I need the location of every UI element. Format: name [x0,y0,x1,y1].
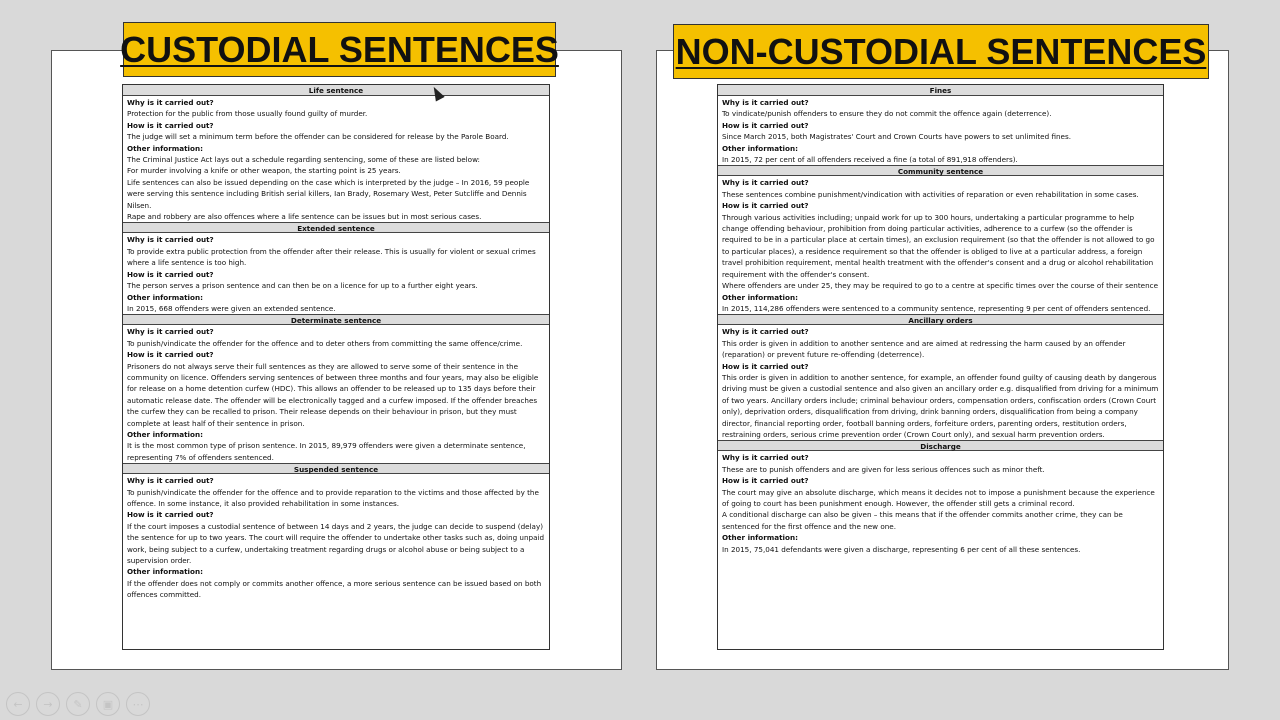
slideshow-toolbar [6,692,150,716]
section-question: Why is it carried out? [722,453,809,463]
section-text: Protection for the public from those usually found guilty of murder. [127,109,368,119]
section-text: This order is given in addition to another sentence and are aimed at redressing the harm caused by an offender (reparation) or prevent future re-offending (deterrence). [722,338,1126,360]
section-question: How is it carried out? [127,350,214,360]
section-question: How is it carried out? [127,510,214,520]
section-text: In 2015, 75,041 defendants were given a discharge, representing 6 per cent of all these sentences. [722,544,1081,554]
section-text: These sentences combine punishment/vindication with activities of reparation or even rehabilitation in some cases. [722,189,1139,199]
section-question: Other information: [127,292,203,302]
section-text: These are to punish offenders and are given for less serious offences such as minor theft. [722,464,1045,474]
section-body-suspended-sentence [123,474,549,600]
section-question: How is it carried out? [722,201,809,211]
non-custodial-sentences-table [717,84,1164,650]
section-question: Why is it carried out? [722,98,809,107]
section-text: Since March 2015, both Magistrates' Court and Crown Courts have powers to set unlimited fines. [722,132,1071,142]
section-text: Where offenders are under 25, they may be required to go to a centre at specific times over the course of their sentence [722,281,1159,291]
section-text: The Criminal Justice Act lays out a schedule regarding sentencing, some of these are listed below: [127,155,480,165]
section-text: If the court imposes a custodial sentence of between 14 days and 2 years, the judge can decide to suspend (delay) the sentence for up to two years. The court will require the offender to undertake other tasks such as, doing unpaid work, being subject to a curfew, undertaking treatment regarding drugs or alcohol abuse or being subject to a supervision order. [127,521,545,566]
section-question: How is it carried out? [127,269,214,279]
section-body-community-sentence [718,176,1163,314]
section-text: To provide extra public protection from the offender after their release. This is usually for violent or sexual crimes where a life sentence is too high. [127,246,536,268]
section-heading-determinate-sentence: Determinate sentence [123,314,549,325]
section-question: Other information: [127,429,203,439]
section-question: Why is it carried out? [127,327,214,337]
section-text: To vindicate/punish offenders to ensure they do not commit the offence again (deterrence). [722,109,1052,119]
section-heading-extended-sentence: Extended sentence [123,222,549,233]
section-heading-life-sentence: Life sentence [123,85,549,96]
section-text: In 2015, 114,286 offenders were sentenced to a community sentence, representing 9 per cent of offenders sentenced. [722,303,1151,313]
section-question: Other information: [127,567,203,577]
section-body-discharge [718,451,1163,555]
section-text: A conditional discharge can also be given – this means that if the offender commits another crime, they can be sentenced for the first offence and the new one. [722,510,1123,531]
section-question: Why is it carried out? [722,327,809,337]
section-text: For murder involving a knife or other weapon, the starting point is 25 years. [127,166,401,176]
section-question: How is it carried out? [722,120,809,130]
arrow-right-icon[interactable]: → [36,692,60,716]
section-text: To punish/vindicate the offender for the offence and to deter others from committing the same offence/crime. [127,338,523,348]
section-text: Through various activities including; unpaid work for up to 300 hours, undertaking a particular programme to help change offending behaviour, prohibition from doing particular activities, adherence to a curfew (so the offender is required to be in a particular place at certain times), an exclusion requirement (so that the offender is not allowed to go to particular places), a residence requirement so that the offender is obliged to live at a particular address, a foreign travel prohibition requirement, mental health treatment with the offender's consent and a drug or alcohol rehabilitation requirement with the offender's consent. [722,212,1155,279]
section-question: Why is it carried out? [127,98,214,107]
section-question: How is it carried out? [722,361,809,371]
section-question: Other information: [127,143,203,153]
section-text: The judge will set a minimum term before the offender can be considered for release by the Parole Board. [127,132,509,142]
section-heading-suspended-sentence: Suspended sentence [123,463,549,474]
section-heading-ancillary-orders: Ancillary orders [718,314,1163,325]
pen-icon[interactable]: ✎ [66,692,90,716]
section-question: Why is it carried out? [127,476,214,486]
section-question: Other information: [722,292,798,302]
section-question: How is it carried out? [722,476,809,486]
custodial-sentences-table [122,84,550,650]
section-body-fines [718,96,1163,165]
slides-icon[interactable]: ▣ [96,692,120,716]
section-text: The court may give an absolute discharge, which means it decides not to impose a punishment because the experience of going to court has been punishment enough. However, the offender still gets a criminal record. [722,487,1155,508]
section-text: If the offender does not comply or commits another offence, a more serious sentence can be issued based on both offences committed. [127,578,542,600]
section-question: How is it carried out? [127,120,214,130]
non-custodial-title-banner [673,24,1209,79]
section-text: In 2015, 668 offenders were given an extended sentence. [127,303,336,313]
section-question: Other information: [722,533,798,543]
section-text: In 2015, 72 per cent of all offenders received a fine (a total of 891,918 offenders). [722,155,1018,165]
arrow-left-icon[interactable]: ← [6,692,30,716]
section-question: Why is it carried out? [722,178,809,188]
section-heading-community-sentence: Community sentence [718,165,1163,176]
section-body-determinate-sentence [123,325,549,463]
section-text: Rape and robbery are also offences where a life sentence can be issues but in most serious cases. [127,212,482,222]
section-text: It is the most common type of prison sentence. In 2015, 89,979 offenders were given a determinate sentence, representing 7% of offenders sentenced. [127,441,526,462]
section-body-extended-sentence [123,233,549,314]
section-text: The person serves a prison sentence and can then be on a licence for up to a further eight years. [127,281,478,291]
section-heading-fines: Fines [718,85,1163,96]
section-text: This order is given in addition to another sentence, for example, an offender found guilty of causing death by dangerous driving must be given a custodial sentence and also given an ancillary order e.g. disqualified from driving for a minimum of two years. Ancillary orders include; criminal behaviour orders, compensation orders, confiscation orders (Crown Court only), deprivation orders, disqualification from driving, drink banning orders, disqualification from being a company director, financial reporting order, football banning orders, forfeiture orders, parenting orders, restitution orders, restraining orders, serious crime prevention order (Crown Court only), and sexual harm prevention orders. [722,372,1159,439]
section-text: Prisoners do not always serve their full sentences as they are allowed to serve some of their sentence in the community on licence. Offenders serving sentences of between three months and four years, may also be eligible for release on a home detention curfew (HDC). This allows an offender to be released up to 135 days before their automatic release date. The offender will be electronically tagged and a curfew imposed. If the offender breaches the curfew they can be recalled to prison. Their release depends on their behaviour in prison, but they must complete at least half of their sentence in prison. [127,361,539,428]
non-custodial-title: NON-CUSTODIAL SENTENCES [675,30,1207,72]
section-text: To punish/vindicate the offender for the offence and to provide reparation to the victims and those affected by the offence. In some instance, it also provided rehabilitation in some instances. [127,487,539,508]
section-text: Life sentences can also be issued depending on the case which is interpreted by the judge – In 2016, 59 people were serving this sentence including British serial killers, Ian Brady, Rosemary West, Peter Sutcliffe and Dennis Nilsen. [127,177,530,210]
section-body-life-sentence [123,96,549,222]
section-question: Other information: [722,143,798,153]
custodial-title: CUSTODIAL SENTENCES [120,28,559,70]
section-body-ancillary-orders [718,325,1163,440]
custodial-title-banner [120,22,559,77]
section-question: Why is it carried out? [127,235,214,245]
section-heading-discharge: Discharge [718,440,1163,451]
more-icon[interactable]: ⋯ [126,692,150,716]
